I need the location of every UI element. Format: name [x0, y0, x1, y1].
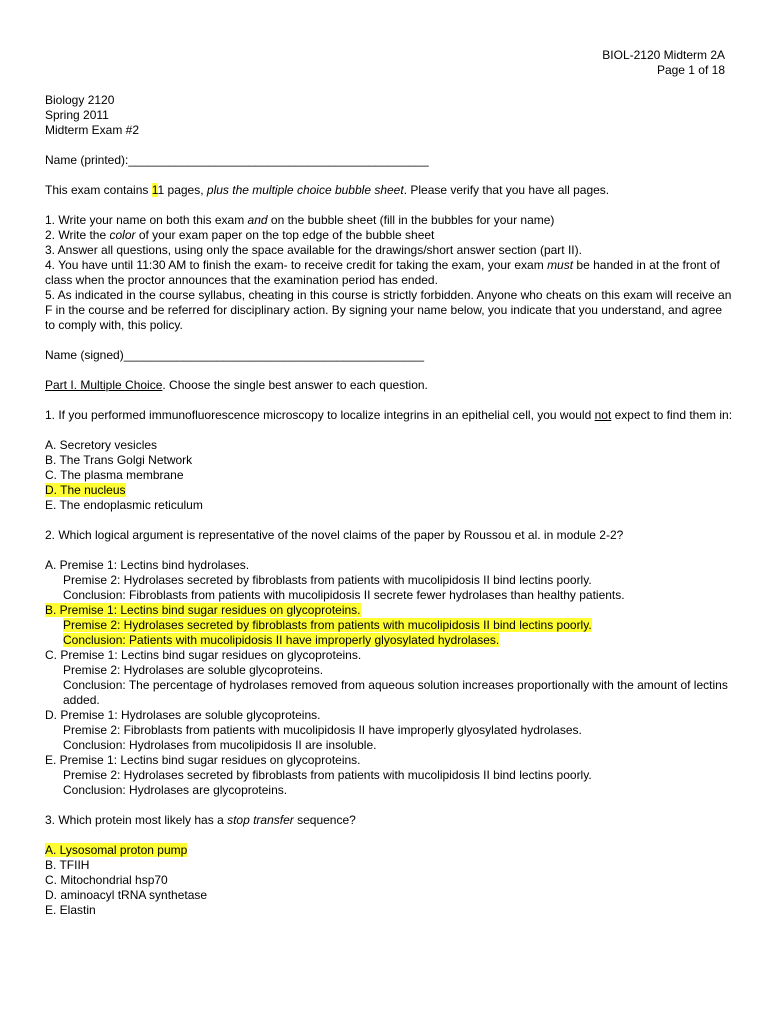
instruction-5: 5. As indicated in the course syllabus, cheating in this course is strictly forbidden. Anyone who cheats on this exam will receive an F in the course and be referred for disciplinary action. By signing your name below, you indicate that you understand, and agree to comply with, this policy.	[45, 288, 732, 332]
q3-option-d: D. aminoacyl tRNA synthetase	[45, 888, 208, 902]
page-notice-text: 1 pages,	[157, 183, 207, 197]
page-notice-italic: plus the multiple choice bubble sheet	[206, 183, 404, 197]
q2-d-premise-1: D. Premise 1: Hydrolases are soluble glycoproteins.	[45, 708, 321, 722]
q2-option-e	[45, 753, 735, 798]
part-1-title: Part I. Multiple Choice	[45, 378, 163, 392]
q2-option-b-answer	[45, 603, 735, 648]
question-1-stem	[45, 408, 735, 423]
q2-e-premise-1: E. Premise 1: Lectins bind sugar residues on glycoproteins.	[45, 753, 361, 767]
q3-option-b: B. TFIIH	[45, 858, 90, 872]
q3-option-e: E. Elastin	[45, 903, 96, 917]
q2-option-a	[45, 558, 735, 603]
q2-a-premise-1: A. Premise 1: Lectins bind hydrolases.	[45, 558, 250, 572]
q3-option-c: C. Mitochondrial hsp70	[45, 873, 168, 887]
instruction-1	[45, 213, 735, 228]
q2-a-premise-2: Premise 2: Hydrolases secreted by fibroblasts from patients with mucolipidosis II bind lectins poorly.	[63, 573, 592, 587]
instruction-text: on the bubble sheet (fill in the bubbles for your name)	[267, 213, 555, 227]
course-title: Biology 2120	[45, 93, 115, 107]
question-text: 1. If you performed immunofluorescence microscopy to localize integrins in an epithelial cell, you would	[45, 408, 595, 422]
page-number: Page 1 of 18	[656, 63, 725, 77]
q2-b-premise-2: Premise 2: Hydrolases secreted by fibroblasts from patients with mucolipidosis II bind lectins poorly.	[63, 618, 592, 632]
q1-option-b: B. The Trans Golgi Network	[45, 453, 193, 467]
part-1-heading	[45, 378, 735, 393]
question-italic: stop transfer	[227, 813, 294, 827]
q2-d-conclusion: Conclusion: Hydrolases from mucolipidosis II are insoluble.	[63, 738, 377, 752]
instruction-italic: and	[247, 213, 268, 227]
instruction-text: 2. Write the	[45, 228, 110, 242]
q2-d-premise-2: Premise 2: Fibroblasts from patients with mucolipidosis II have improperly glyosylated hydrolases.	[63, 723, 582, 737]
q1-option-a: A. Secretory vesicles	[45, 438, 158, 452]
instruction-4	[45, 258, 735, 288]
q1-option-c: C. The plasma membrane	[45, 468, 184, 482]
q1-option-e: E. The endoplasmic reticulum	[45, 498, 203, 512]
question-2-stem: 2. Which logical argument is representative of the novel claims of the paper by Roussou et al. in module 2-2?	[45, 528, 624, 542]
q2-c-premise-2: Premise 2: Hydrolases are soluble glycoproteins.	[63, 663, 324, 677]
page-header	[602, 48, 725, 78]
question-text: sequence?	[293, 813, 356, 827]
q2-e-premise-2: Premise 2: Hydrolases secreted by fibroblasts from patients with mucolipidosis II bind lectins poorly.	[63, 768, 592, 782]
part-1-subtitle: . Choose the single best answer to each question.	[162, 378, 428, 392]
q1-option-d-answer: D. The nucleus	[45, 483, 126, 497]
instruction-italic: must	[547, 258, 574, 272]
page-notice-text: This exam contains	[45, 183, 152, 197]
q2-b-conclusion: Conclusion: Patients with mucolipidosis II have improperly glyosylated hydrolases.	[63, 633, 500, 647]
q3-option-a-answer: A. Lysosomal proton pump	[45, 843, 188, 857]
instruction-text: be handed in at the front of class when the proctor announces that the examination period has ended.	[45, 258, 720, 287]
page-notice-text: . Please verify that you have all pages.	[403, 183, 610, 197]
exam-content	[45, 93, 735, 918]
instruction-text: 4. You have until 11:30 AM to finish the exam- to receive credit for taking the exam, your exam	[45, 258, 548, 272]
name-signed-line: Name (signed)_____________________________________________	[45, 348, 425, 362]
instruction-italic: color	[109, 228, 136, 242]
course-code: BIOL-2120 Midterm 2A	[602, 48, 725, 62]
q2-b-premise-1: B. Premise 1: Lectins bind sugar residues on glycoproteins.	[45, 603, 361, 617]
term: Spring 2011	[45, 108, 109, 122]
question-text: 3. Which protein most likely has a	[45, 813, 228, 827]
q2-a-conclusion: Conclusion: Fibroblasts from patients with mucolipidosis II secrete fewer hydrolases than healthy patients.	[63, 588, 625, 602]
name-printed-line: Name (printed):_____________________________________________	[45, 153, 429, 167]
instruction-2	[45, 228, 735, 243]
q2-c-conclusion: Conclusion: The percentage of hydrolases removed from aqueous solution increases proportionally with the amount of lectins added.	[63, 678, 728, 707]
exam-title: Midterm Exam #2	[45, 123, 140, 137]
instruction-text: 1. Write your name on both this exam	[45, 213, 248, 227]
instruction-3: 3. Answer all questions, using only the space available for the drawings/short answer section (part II).	[45, 243, 582, 257]
highlighted-digit: 1	[151, 183, 158, 197]
q2-e-conclusion: Conclusion: Hydrolases are glycoproteins.	[63, 783, 288, 797]
question-underline: not	[594, 408, 612, 422]
q2-option-d	[45, 708, 735, 753]
page-notice	[45, 183, 735, 198]
question-3-stem	[45, 813, 735, 828]
question-text: expect to find them in:	[611, 408, 733, 422]
instruction-text: of your exam paper on the top edge of the bubble sheet	[135, 228, 435, 242]
q2-c-premise-1: C. Premise 1: Lectins bind sugar residues on glycoproteins.	[45, 648, 362, 662]
q2-option-c	[45, 648, 735, 708]
